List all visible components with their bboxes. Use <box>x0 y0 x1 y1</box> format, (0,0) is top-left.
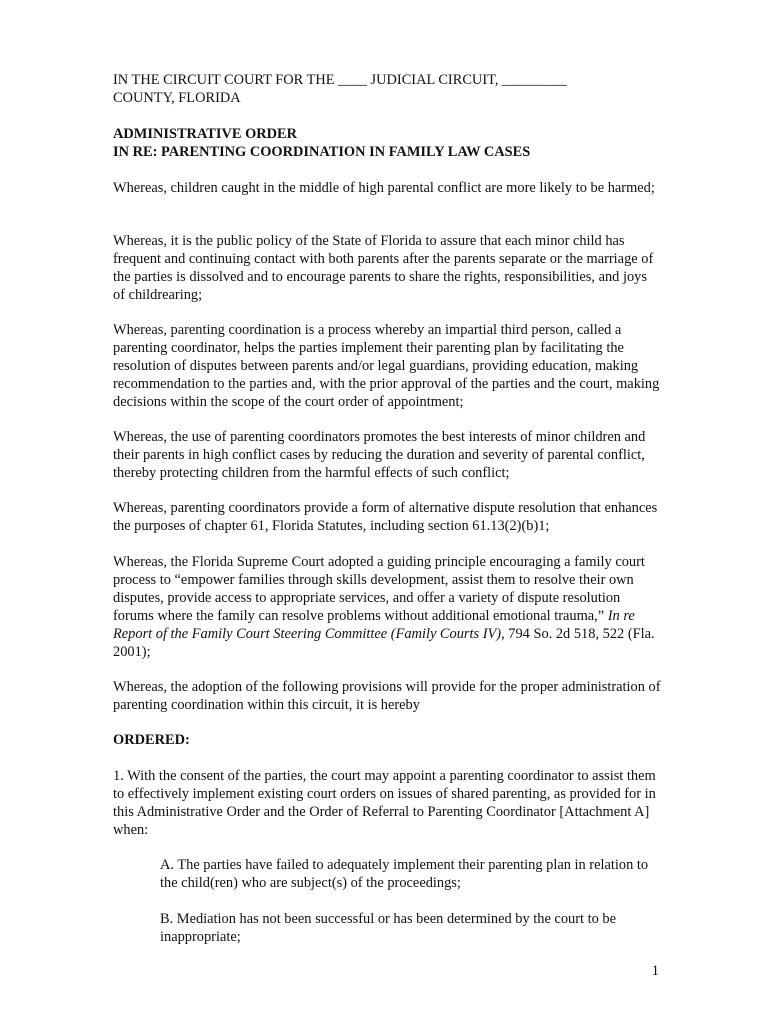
order-item-1: 1. With the consent of the parties, the court may appoint a parenting coordinator to assist them to effectively implement existing court orders on issues of shared parenting, as provided for in this Administrative Order and the Order of Referral to Parenting Coordinator [Attachment A] when: <box>113 768 656 838</box>
whereas-paragraph-1: Whereas, children caught in the middle of high parental conflict are more likely to be harmed; <box>113 180 655 196</box>
title-line-2: IN RE: PARENTING COORDINATION IN FAMILY LAW CASES <box>113 144 531 160</box>
citation-title: In re Report of the Family Court Steering Committee (Family Courts IV) <box>113 608 635 642</box>
order-subitem-b: B. Mediation has not been successful or has been determined by the court to be inappropriate; <box>160 911 616 945</box>
supreme-court-text: Whereas, the Florida Supreme Court adopted a guiding principle encouraging a family court process to “empower families through skills development, assist them to resolve their own disputes, provide access to appropriate services, and offer a variety of dispute resolution forums where the family can resolve problems without additional emotional trauma,” <box>113 554 645 624</box>
page-number: 1 <box>651 963 659 979</box>
court-line-1: IN THE CIRCUIT COURT FOR THE ____ JUDICIAL CIRCUIT, _________ <box>113 72 567 88</box>
title-line-1: ADMINISTRATIVE ORDER <box>113 126 298 142</box>
ordered-heading: ORDERED: <box>113 732 190 748</box>
order-subitem-a: A. The parties have failed to adequately implement their parenting plan in relation to the child(ren) who are subject(s) of the proceedings; <box>160 857 649 891</box>
court-heading <box>113 71 661 107</box>
whereas-paragraph-5: Whereas, parenting coordinators provide a form of alternative dispute resolution that enhances the purposes of chapter 61, Florida Statutes, including section 61.13(2)(b)1; <box>113 500 658 534</box>
whereas-paragraph-4: Whereas, the use of parenting coordinators promotes the best interests of minor children and their parents in high conflict cases by reducing the duration and severity of parental conflict, thereby protecting children from the harmful effects of such conflict; <box>113 429 646 481</box>
order-title <box>113 125 661 161</box>
whereas-paragraph-3: Whereas, parenting coordination is a process whereby an impartial third person, called a parenting coordinator, helps the parties implement their parenting plan by facilitating the resolution of disputes between parents and/or legal guardians, providing education, making recommendation to the parties and, with the prior approval of the parties and the court, making decisions within the scope of the court order of appointment; <box>113 322 660 410</box>
citation-tail: , 794 So. 2d 518, 522 (Fla. 2001); <box>113 626 655 660</box>
whereas-paragraph-2: Whereas, it is the public policy of the State of Florida to assure that each minor child has frequent and continuing contact with both parents after the parents separate or the marriage of the parties is dissolved and to encourage parents to share the rights, responsibilities, and joys of childrearing; <box>113 233 654 303</box>
whereas-paragraph-7: Whereas, the adoption of the following provisions will provide for the proper administration of parenting coordination within this circuit, it is hereby <box>113 679 661 713</box>
whereas-paragraph-6 <box>113 553 661 661</box>
court-line-2: COUNTY, FLORIDA <box>113 90 241 106</box>
